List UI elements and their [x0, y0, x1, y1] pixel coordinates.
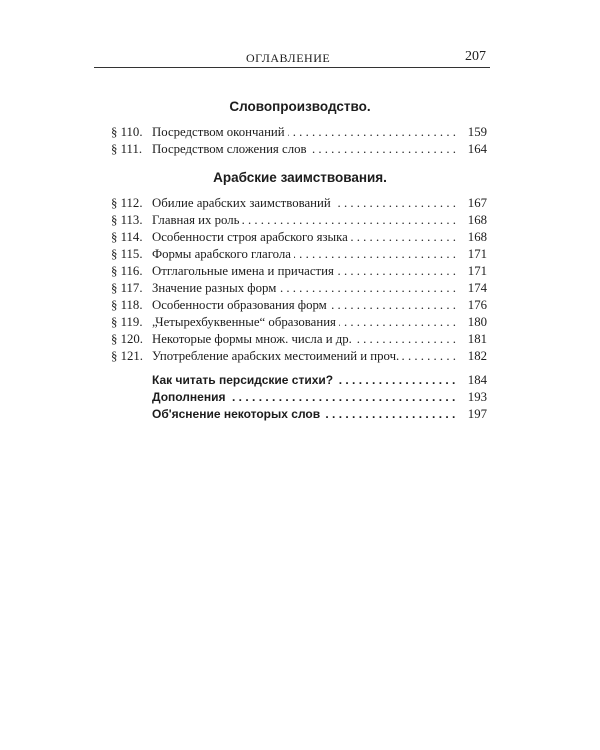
- entry-page: 197: [467, 407, 487, 421]
- entry-title: Особенности образования форм: [152, 298, 330, 312]
- entry-page: 184: [467, 373, 487, 387]
- page-number: 207: [465, 49, 486, 64]
- entry-number: § 115.: [111, 247, 143, 261]
- entry-page: 164: [467, 142, 487, 156]
- entry-number: § 116.: [111, 264, 143, 278]
- entry-number: § 113.: [111, 213, 143, 227]
- toc-appendix-entry[interactable]: [111, 406, 487, 422]
- entry-title: Отглагольные имена и причастия: [152, 264, 337, 278]
- entry-page: 168: [467, 230, 487, 244]
- toc-appendix-entry[interactable]: [111, 372, 487, 388]
- toc-entry[interactable]: [111, 212, 487, 228]
- entry-title: Посредством окончаний: [152, 125, 288, 139]
- entry-title: Главная их роль: [152, 213, 242, 227]
- toc-entry[interactable]: [111, 229, 487, 245]
- entry-title: Формы арабского глагола: [152, 247, 294, 261]
- toc-entry[interactable]: [111, 331, 487, 347]
- entry-title: Обилие арабских заимствований: [152, 196, 334, 210]
- entry-page: 182: [467, 349, 487, 363]
- entry-page: 193: [467, 390, 487, 404]
- entry-title: Посредством сложения слов: [152, 142, 310, 156]
- toc-entry[interactable]: [111, 141, 487, 157]
- entry-title: Дополнения: [152, 390, 228, 404]
- entry-title: Употребление арабских местоимений и проч.: [152, 349, 402, 363]
- entry-number: § 118.: [111, 298, 143, 312]
- entry-number: § 119.: [111, 315, 143, 329]
- section-title-arabic-borrowings: Арабские заимствования.: [213, 170, 387, 185]
- running-header: [94, 49, 490, 68]
- entry-number: § 114.: [111, 230, 143, 244]
- entry-number: § 117.: [111, 281, 143, 295]
- entry-number: § 110.: [111, 125, 143, 139]
- toc-entry[interactable]: [111, 263, 487, 279]
- entry-page: 167: [467, 196, 487, 210]
- entry-number: § 121.: [111, 349, 143, 363]
- entry-title: Особенности строя арабского языка: [152, 230, 351, 244]
- toc-entry[interactable]: [111, 246, 487, 262]
- entry-page: 174: [467, 281, 487, 295]
- entry-title: „Четырехбуквенные“ образования: [152, 315, 339, 329]
- section-title-word-formation: Словопроизводство.: [229, 99, 371, 114]
- entry-number: § 111.: [111, 142, 143, 156]
- entry-number: § 112.: [111, 196, 143, 210]
- entry-page: 176: [467, 298, 487, 312]
- entry-title: Значение разных форм: [152, 281, 279, 295]
- toc-entry[interactable]: [111, 195, 487, 211]
- header-title: ОГЛАВЛЕНИЕ: [246, 51, 331, 65]
- entry-page: 159: [467, 125, 487, 139]
- entry-page: 171: [467, 247, 487, 261]
- entry-title: Как читать персидские стихи?: [152, 373, 336, 387]
- entry-page: 168: [467, 213, 487, 227]
- entry-page: 180: [467, 315, 487, 329]
- entry-title: Некоторые формы множ. числа и др.: [152, 332, 355, 346]
- entry-page: 181: [467, 332, 487, 346]
- toc-appendix-entry[interactable]: [111, 389, 487, 405]
- toc-entry[interactable]: [111, 280, 487, 296]
- toc-entry[interactable]: [111, 314, 487, 330]
- entry-title: Об'яснение некоторых слов: [152, 407, 323, 421]
- entry-number: § 120.: [111, 332, 143, 346]
- toc-entry[interactable]: [111, 297, 487, 313]
- toc-entry[interactable]: [111, 348, 487, 364]
- toc-entry[interactable]: [111, 124, 487, 140]
- entry-page: 171: [467, 264, 487, 278]
